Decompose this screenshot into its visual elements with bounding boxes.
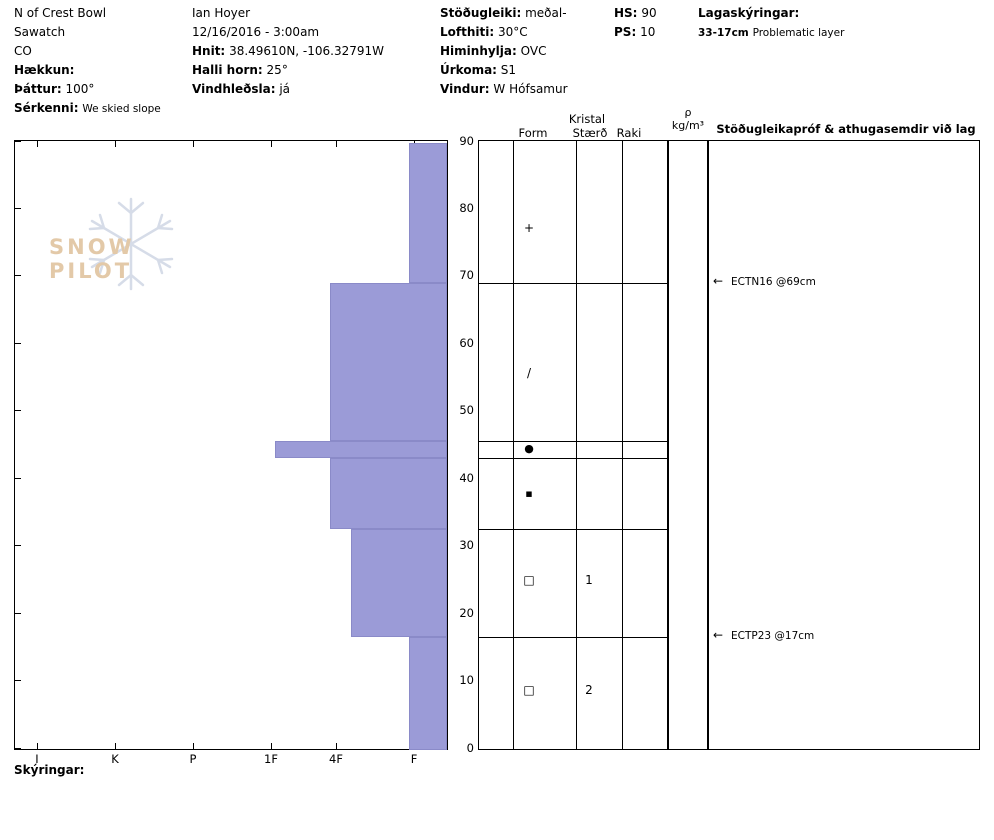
grain-form-symbol: □ bbox=[523, 573, 535, 587]
precip-field bbox=[440, 61, 610, 80]
depth-axis-label: 80 bbox=[459, 201, 474, 215]
depth-tick bbox=[15, 141, 21, 142]
coordinates-field bbox=[192, 42, 432, 61]
hardness-scale-label: K bbox=[111, 752, 119, 766]
depth-axis-label: 0 bbox=[466, 741, 474, 755]
column-header-form: Form bbox=[518, 126, 548, 140]
header-layer-notes-column bbox=[698, 4, 988, 42]
hardness-gridline bbox=[193, 743, 194, 749]
column-header-wetness: Raki bbox=[616, 126, 642, 140]
header-observer-column bbox=[192, 4, 432, 99]
depth-axis-label: 90 bbox=[459, 134, 474, 148]
coordinates-label: Hnit: bbox=[192, 44, 226, 58]
wind-label: Vindur: bbox=[440, 82, 490, 96]
snowflake-icon bbox=[43, 189, 223, 299]
stability-tests-frame bbox=[708, 140, 980, 750]
layer-boundary bbox=[479, 283, 667, 284]
hardness-bar-layer-3 bbox=[275, 441, 447, 458]
density-units: kg/m³ bbox=[671, 119, 705, 132]
wind-field bbox=[440, 80, 610, 99]
hardness-gridline bbox=[193, 141, 194, 147]
layer-boundary bbox=[479, 637, 667, 638]
wind-loading-label: Vindhleðsla: bbox=[192, 82, 276, 96]
test-label: ECTP23 @17cm bbox=[731, 630, 815, 642]
hardness-gridline bbox=[37, 743, 38, 749]
stability-tests-title: Stöðugleikapróf & athugasemdir við lag bbox=[716, 122, 976, 136]
depth-tick bbox=[15, 613, 21, 614]
wind-value: W Hófsamur bbox=[493, 82, 568, 96]
air-temp-field bbox=[440, 23, 610, 42]
hardness-gridline bbox=[115, 141, 116, 147]
hardness-gridline bbox=[271, 141, 272, 147]
layer-boundary bbox=[479, 441, 667, 442]
observer-name: Ian Hoyer bbox=[192, 6, 251, 20]
crystal-section-title: Kristal bbox=[568, 112, 606, 126]
hardness-gridline bbox=[115, 743, 116, 749]
coordinates-value: 38.49610N, -106.32791W bbox=[229, 44, 385, 58]
hardness-gridline bbox=[336, 743, 337, 749]
grain-form-symbol: ▪ bbox=[525, 487, 533, 500]
depth-axis-label: 50 bbox=[459, 403, 474, 417]
wind-loading-field bbox=[192, 80, 432, 99]
hardness-gridline bbox=[336, 141, 337, 147]
hardness-gridline bbox=[271, 743, 272, 749]
sky-cover-field bbox=[440, 42, 610, 61]
layer-notes-title: Lagaskýringar: bbox=[698, 6, 800, 20]
depth-tick bbox=[15, 545, 21, 546]
density-column-frame bbox=[668, 140, 708, 750]
layer-boundary bbox=[479, 458, 667, 459]
hardness-scale-label: P bbox=[189, 752, 197, 766]
hardness-bar-layer-2 bbox=[330, 283, 447, 441]
grain-form-symbol: + bbox=[523, 221, 535, 235]
stability-value: meðal- bbox=[525, 6, 567, 20]
watermark-text: SNOW PILOT bbox=[49, 235, 135, 283]
layer-note-text: Problematic layer bbox=[752, 27, 845, 39]
depth-tick bbox=[15, 478, 21, 479]
grain-size-value: 2 bbox=[585, 683, 593, 697]
hardness-bar-layer-6 bbox=[409, 637, 447, 750]
aspect-label: Þáttur: bbox=[14, 82, 62, 96]
sky-cover-value: OVC bbox=[520, 44, 547, 58]
test-arrow-icon: ← bbox=[713, 628, 724, 642]
legend-label: Skýringar: bbox=[14, 763, 85, 777]
layer-note-range: 33-17cm bbox=[698, 27, 749, 39]
depth-axis-label: 10 bbox=[459, 673, 474, 687]
header-conditions-column bbox=[440, 4, 610, 99]
depth-tick bbox=[15, 208, 21, 209]
aspect-field bbox=[14, 80, 189, 99]
layer-boundary bbox=[479, 529, 667, 530]
precip-label: Úrkoma: bbox=[440, 63, 497, 77]
slope-angle-value: 25° bbox=[266, 63, 288, 77]
notes-value: We skied slope bbox=[82, 103, 161, 115]
column-divider bbox=[576, 141, 577, 749]
hardness-scale-label: 4F bbox=[329, 752, 343, 766]
depth-axis-label: 20 bbox=[459, 606, 474, 620]
hs-field bbox=[614, 4, 694, 23]
grain-size-value: 1 bbox=[585, 573, 593, 587]
hardness-bar-layer-4 bbox=[330, 458, 447, 529]
crystal-columns-frame bbox=[478, 140, 668, 750]
hardness-scale-label: I bbox=[35, 752, 39, 766]
depth-tick bbox=[15, 275, 21, 276]
depth-tick bbox=[15, 410, 21, 411]
air-temp-value: 30°C bbox=[497, 25, 528, 39]
layer-note-entry bbox=[698, 23, 988, 42]
slope-angle-label: Halli horn: bbox=[192, 63, 263, 77]
elevation-field bbox=[14, 61, 189, 80]
header bbox=[0, 0, 994, 115]
depth-tick bbox=[15, 748, 21, 749]
density-column-title bbox=[660, 106, 716, 132]
snowpilot-watermark bbox=[43, 189, 223, 299]
hardness-gridline bbox=[37, 141, 38, 147]
grain-form-symbol: □ bbox=[523, 683, 535, 697]
location-state: CO bbox=[14, 44, 32, 58]
ps-value: 10 bbox=[640, 25, 656, 39]
density-symbol: ρ bbox=[684, 106, 692, 119]
header-location-column bbox=[14, 4, 189, 118]
test-arrow-icon: ← bbox=[713, 274, 724, 288]
observation-datetime: 12/16/2016 - 3:00am bbox=[192, 25, 320, 39]
sky-cover-label: Himinhylja: bbox=[440, 44, 517, 58]
hardness-profile-plot bbox=[14, 140, 448, 750]
depth-axis-label: 60 bbox=[459, 336, 474, 350]
hardness-bar-layer-5 bbox=[351, 529, 447, 637]
hs-label: HS: bbox=[614, 6, 638, 20]
location-range: Sawatch bbox=[14, 25, 66, 39]
aspect-value: 100° bbox=[65, 82, 95, 96]
precip-value: S1 bbox=[500, 63, 517, 77]
stability-label: Stöðugleiki: bbox=[440, 6, 522, 20]
air-temp-label: Lofthiti: bbox=[440, 25, 495, 39]
notes-field bbox=[14, 99, 189, 118]
ps-label: PS: bbox=[614, 25, 637, 39]
depth-axis-label: 30 bbox=[459, 538, 474, 552]
wind-loading-value: já bbox=[279, 82, 291, 96]
slope-angle-field bbox=[192, 61, 432, 80]
notes-label: Sérkenni: bbox=[14, 101, 79, 115]
hardness-scale-label: F bbox=[410, 752, 418, 766]
column-header-size: Stærð bbox=[572, 126, 608, 140]
elevation-label: Hækkun: bbox=[14, 63, 75, 77]
depth-axis bbox=[448, 134, 476, 755]
depth-tick bbox=[15, 343, 21, 344]
grain-form-symbol: / bbox=[526, 366, 532, 380]
depth-axis-label: 70 bbox=[459, 268, 474, 282]
location-name: N of Crest Bowl bbox=[14, 6, 107, 20]
stability-field bbox=[440, 4, 610, 23]
column-divider bbox=[513, 141, 514, 749]
hardness-scale-label: 1F bbox=[264, 752, 278, 766]
ps-field bbox=[614, 23, 694, 42]
depth-axis-label: 40 bbox=[459, 471, 474, 485]
depth-tick bbox=[15, 680, 21, 681]
column-divider bbox=[622, 141, 623, 749]
hardness-bar-layer-1 bbox=[409, 143, 447, 283]
header-snowpack-column bbox=[614, 4, 694, 42]
test-label: ECTN16 @69cm bbox=[731, 276, 816, 288]
grain-form-symbol: ● bbox=[524, 442, 534, 455]
hs-value: 90 bbox=[641, 6, 657, 20]
